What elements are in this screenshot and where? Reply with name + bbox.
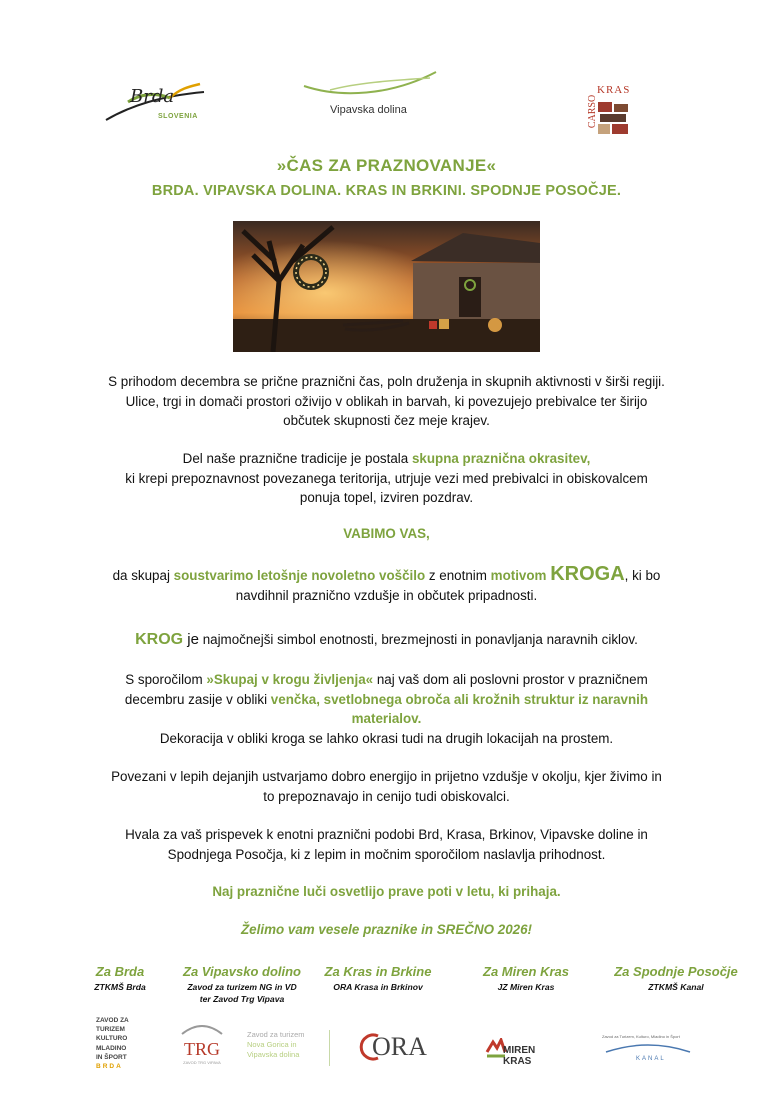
footer-col-brda <box>70 964 170 993</box>
trg-logo <box>178 1022 226 1070</box>
krog-je: je <box>183 631 199 648</box>
closing-lights: Naj praznične luči osvetlijo prave poti v letu, ki prihaja. <box>212 884 561 899</box>
energy-line-2: to prepoznavajo in cenijo tudi obiskovalci. <box>263 788 510 804</box>
tradition-line-2: ki krepi prepoznavnost povezanega teritorija, utrjuje vezi med prebivalci in obiskovalcem <box>125 470 648 486</box>
motif-c: z enotnim <box>425 568 491 583</box>
thanks-line-1: Hvala za vaš prispevek k enotni praznični podobi Brd, Krasa, Brkinov, Vipavske doline in <box>125 827 648 842</box>
trg-logo-text: TRG <box>184 1039 220 1059</box>
krog-word: KROG <box>135 631 184 648</box>
message-a: S sporočilom <box>125 672 207 687</box>
ora-logo-text: ORA <box>372 1032 427 1061</box>
message-quote: »Skupaj v krogu življenja« <box>206 672 374 687</box>
krog-paragraph <box>60 630 713 650</box>
intro-paragraph <box>60 372 713 431</box>
kanal-logo-top: Zavod za Turizem, Kulturo, Mladino in Šport <box>602 1034 680 1039</box>
intro-line-2: Ulice, trgi in domači prostori oživijo v oblikah in barvah, ki povezujejo prebivalce ter širijo <box>125 393 648 409</box>
ng-vd-line: Nova Gorica in <box>247 1040 297 1049</box>
thanks-line-2: Spodnjega Posočja, ki z lepim in močnim sporočilom naslavlja prihodnost. <box>167 846 606 862</box>
ora-logo <box>358 1030 428 1066</box>
footer-col-miren <box>466 964 586 993</box>
kras-logo-text: KRAS <box>597 84 631 96</box>
kanal-logo <box>602 1034 694 1068</box>
motif-line-2: navdihnil praznično vzdušje in občutek pripadnosti. <box>235 587 538 603</box>
page-title: »ČAS ZA PRAZNOVANJE« <box>276 156 497 175</box>
message-line-2 <box>60 690 713 710</box>
message-paragraph <box>60 670 713 748</box>
footer-sub-2: ter Zavod Trg Vipava <box>199 994 285 1004</box>
brda-institute-line: MLADINO <box>96 1044 127 1052</box>
motif-paragraph <box>60 565 713 605</box>
kras-stone-icon <box>596 100 632 136</box>
page-subtitle: BRDA. VIPAVSKA DOLINA. KRAS IN BRKINI. SPODNJE POSOČJE. <box>151 183 622 199</box>
motif-d: motivom <box>490 568 551 583</box>
footer-heading: Za Kras in Brkine <box>324 964 432 979</box>
brda-institute-logo <box>96 1016 156 1076</box>
footer-sub: Zavod za turizem NG in VD <box>187 982 297 992</box>
motif-a: da skupaj <box>112 568 174 583</box>
brda-logo-script: Brda <box>130 86 175 107</box>
miren-kras-logo-text: MIREN KRAS <box>503 1045 536 1067</box>
footer-col-kras <box>316 964 440 993</box>
vipava-logo-text: Vipavska dolina <box>330 104 407 116</box>
tradition-line-1 <box>60 449 713 469</box>
brda-institute-line: IN ŠPORT <box>96 1053 127 1061</box>
brda-institute-line: BRDA <box>96 1063 123 1071</box>
footer-heading: Za Spodnje Posočje <box>614 964 738 979</box>
trg-logo-sub: ZAVOD TRG VIPAVA <box>183 1060 221 1065</box>
footer-sub: ORA Krasa in Brkinov <box>333 982 423 992</box>
hero-image <box>233 221 540 352</box>
motif-line-1 <box>60 565 713 586</box>
tradition-paragraph <box>60 449 713 508</box>
vipava-logo <box>300 68 440 120</box>
footer-sub: JZ Miren Kras <box>497 982 555 992</box>
brda-logo-sub: SLOVENIA <box>158 113 198 120</box>
invite-heading: VABIMO VAS, <box>343 526 430 541</box>
kanal-logo-text: KANAL <box>636 1056 666 1062</box>
motif-f: , ki bo <box>624 568 661 583</box>
motif-kroga: KROGA <box>550 563 625 585</box>
message-line-4: Dekoracija v obliki kroga se lahko okrasi tudi na drugih lokacijah na prostem. <box>159 730 614 746</box>
footer-sub: ZTKMŠ Kanal <box>648 982 704 992</box>
brda-institute-line: TURIZEM <box>96 1026 125 1034</box>
message-d: decembru zasije v obliki <box>124 691 271 707</box>
tradition-highlight: skupna praznična okrasitev, <box>411 451 591 466</box>
carso-logo-text: CARSO <box>587 94 599 129</box>
closing-wishes: Želimo vam vesele praznike in SREČNO 2026! <box>241 922 532 937</box>
intro-line-3: občutek skupnosti čez meje krajev. <box>283 413 490 428</box>
miren-kras-logo <box>485 1038 565 1067</box>
tradition-line-3: ponuja topel, izviren pozdrav. <box>299 490 474 505</box>
message-line-1 <box>60 670 713 690</box>
message-line-3: materialov. <box>351 711 422 726</box>
tradition-line-1-text: Del naše praznične tradicije je postala <box>182 451 412 466</box>
footer-heading: Za Brda <box>95 964 145 979</box>
brda-institute-line: ZAVOD ZA <box>96 1017 129 1024</box>
brda-logo <box>100 78 212 128</box>
footer-col-posocje <box>596 964 756 993</box>
footer-sub: ZTKMŠ Brda <box>94 982 146 992</box>
krog-rest: najmočnejši simbol enotnosti, brezmejnosti in ponavljanja naravnih ciklov. <box>198 632 638 647</box>
message-e: venčka, svetlobnega obroča ali krožnih struktur iz naravnih <box>270 691 649 707</box>
energy-line-1: Povezani v lepih dejanjih ustvarjamo dobro energijo in prijetno vzdušje v okolju, kjer živimo in <box>111 769 662 784</box>
intro-line-1: S prihodom decembra se prične praznični čas, poln druženja in skupnih aktivnosti v širši regiji. <box>108 374 665 389</box>
footer-heading: Za Miren Kras <box>483 964 569 979</box>
ng-vd-line: Zavod za turizem <box>247 1030 305 1039</box>
thanks-paragraph <box>60 825 713 864</box>
ng-vd-logo <box>247 1030 330 1066</box>
footer-heading: Za Vipavsko dolino <box>183 964 301 979</box>
energy-paragraph <box>60 767 713 806</box>
brda-institute-line: KULTURO <box>96 1035 128 1043</box>
footer-col-vipava <box>172 964 312 1005</box>
motif-b: soustvarimo letošnje novoletno voščilo <box>173 568 426 583</box>
message-c: naj vaš dom ali poslovni prostor v prazničnem <box>373 672 648 687</box>
kras-logo <box>584 84 639 138</box>
ng-vd-line: Vipavska dolina <box>247 1050 300 1059</box>
